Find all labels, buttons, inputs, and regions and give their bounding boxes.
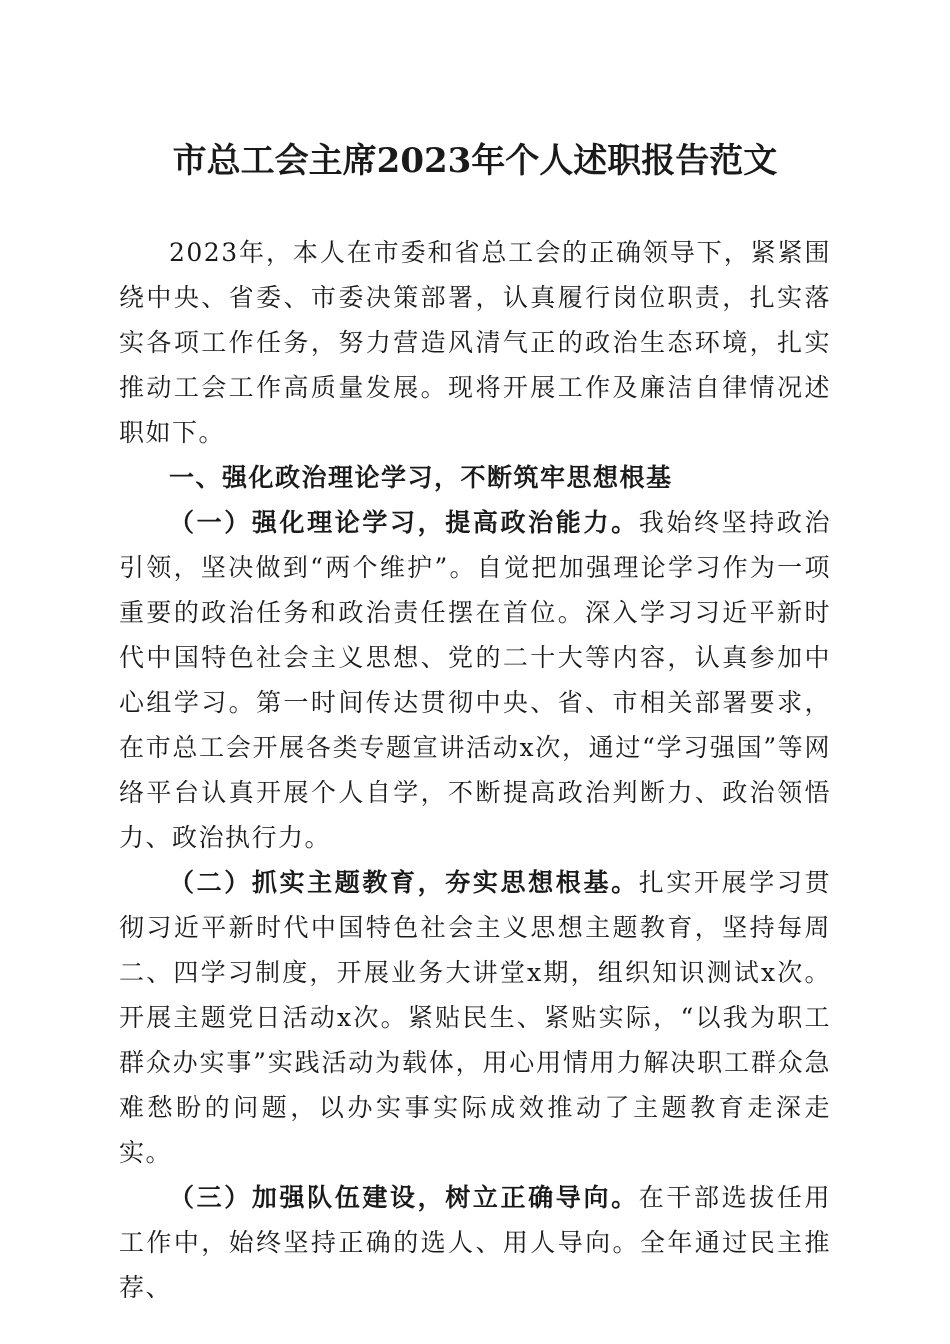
subsection-2-paragraph bbox=[119, 860, 831, 1175]
subsection-2-lead: （二）抓实主题教育，夯实思想根基。 bbox=[169, 868, 639, 897]
subsection-1-body: 我始终坚持政治引领，坚决做到“两个维护”。自觉把加强理论学习作为一项重要的政治任务和政治责任摆在首位。深入学习习近平新时代中国特色社会主义思想、党的二十大等内容，认真参加中心组学习。第一时间传达贯彻中央、省、市相关部署要求，在市总工会开展各类专题宣讲活动x次，通过“学习强国”等网络平台认真开展个人自学，不断提高政治判断力、政治领悟力、政治执行力。 bbox=[119, 508, 831, 852]
subsection-3-lead: （三）加强队伍建设，树立正确导向。 bbox=[169, 1183, 639, 1212]
document-body bbox=[119, 230, 831, 1310]
document-title: 市总工会主席2023年个人述职报告范文 bbox=[172, 141, 778, 181]
section-1-heading: 一、强化政治理论学习，不断筑牢思想根基 bbox=[169, 463, 673, 492]
subsection-1-paragraph bbox=[119, 500, 831, 860]
subsection-2-body: 扎实开展学习贯彻习近平新时代中国特色社会主义思想主题教育，坚持每周二、四学习制度，开展业务大讲堂x期，组织知识测试x次。开展主题党日活动x次。紧贴民生、紧贴实际，“以我为职工群众办实事”实践活动为载体，用心用情用力解决职工群众急难愁盼的问题，以办实事实际成效推动了主题教育走深走实。 bbox=[119, 868, 831, 1167]
subsection-3-paragraph bbox=[119, 1175, 831, 1310]
subsection-1-lead: （一）强化理论学习，提高政治能力。 bbox=[169, 508, 639, 537]
intro-paragraph: 2023年，本人在市委和省总工会的正确领导下，紧紧围绕中央、省委、市委决策部署，认真履行岗位职责，扎实落实各项工作任务，努力营造风清气正的政治生态环境，扎实推动工会工作高质量发展。现将开展工作及廉洁自律情况述职如下。 bbox=[119, 238, 831, 447]
subsection-3-body: 在干部选拔任用工作中，始终坚持正确的选人、用人导向。全年通过民主推荐、 bbox=[119, 1183, 831, 1302]
